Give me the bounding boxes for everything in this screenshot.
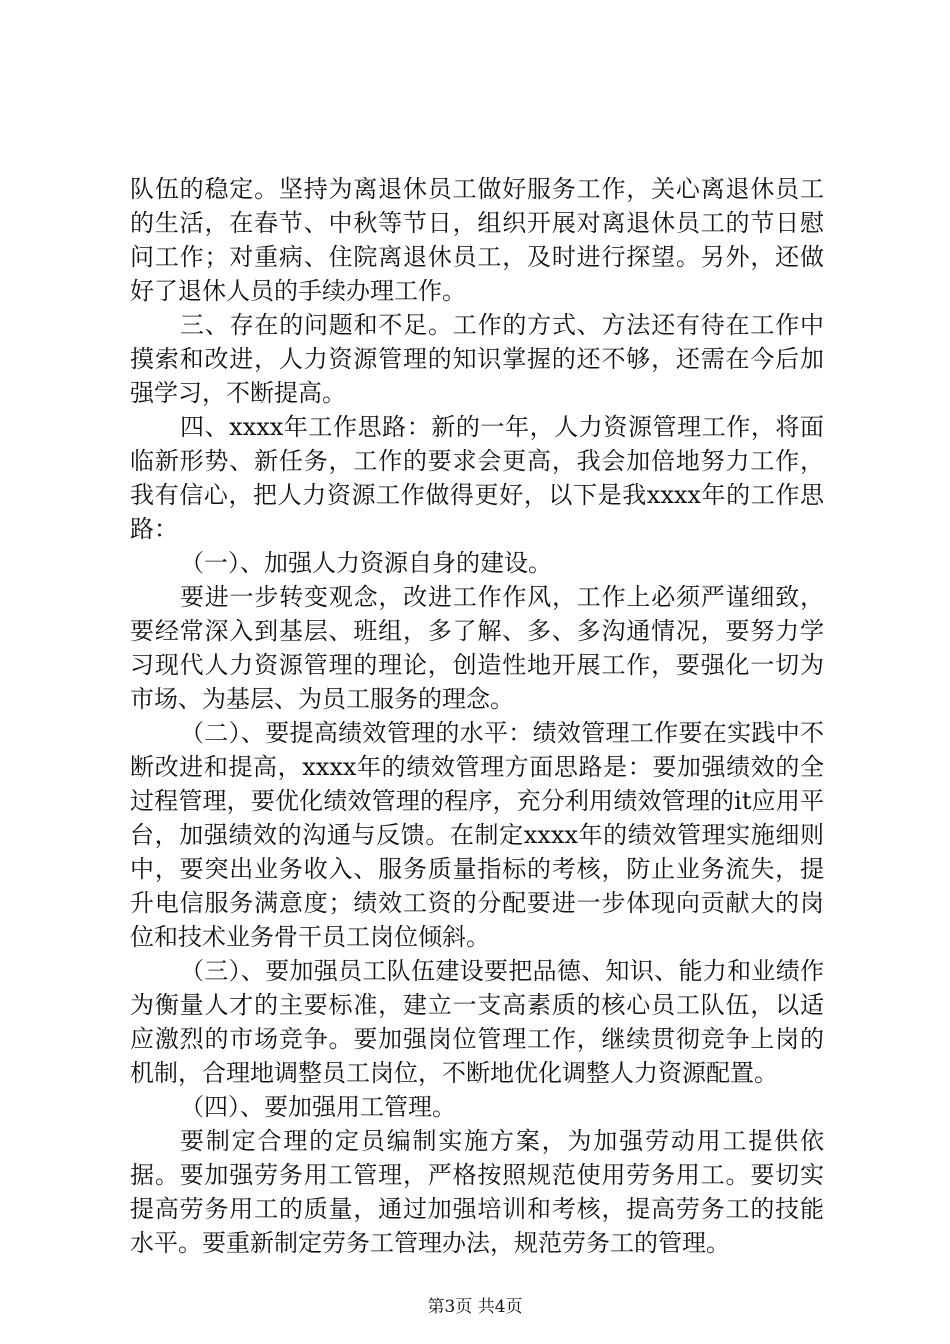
paragraph-section-3: （三）、要加强员工队伍建设要把品德、知识、能力和业绩作为衡量人才的主要标准，建立一支高素质的核心员工队伍，以适应激烈的市场竞争。要加强岗位管理工作，继续贯彻竞争上岗的机制，合理地调整员工岗位，不断地优化调整人力资源配置。	[130, 957, 824, 1087]
page-number-footer: 第3页 共4页	[427, 1297, 523, 1317]
paragraph-section-2: （二）、要提高绩效管理的水平：绩效管理工作要在实践中不断改进和提高，xxxx年的绩效管理方面思路是：要加强绩效的全过程管理，要优化绩效管理的程序，充分利用绩效管理的it应用平台，加强绩效的沟通与反馈。在制定xxxx年的绩效管理实施细则中，要突出业务收入、服务质量指标的考核，防止业务流失，提升电信服务满意度；绩效工资的分配要进一步体现向贡献大的岗位和技术业务骨干员工岗位倾斜。	[130, 719, 824, 951]
paragraph-continued: 队伍的稳定。坚持为离退休员工做好服务工作，关心离退休员工的生活，在春节、中秋等节日，组织开展对离退休员工的节日慰问工作；对重病、住院离退休员工，及时进行探望。另外，还做好了退休人员的手续办理工作。	[130, 175, 824, 305]
paragraph-problems: 三、存在的问题和不足。工作的方式、方法还有待在工作中摸索和改进，人力资源管理的知识掌握的还不够，还需在今后加强学习，不断提高。	[130, 311, 824, 407]
paragraph-work-plan: 四、xxxx年工作思路：新的一年，人力资源管理工作，将面临新形势、新任务，工作的要求会更高，我会加倍地努力工作，我有信心，把人力资源工作做得更好，以下是我xxxx年的工作思路：	[130, 413, 824, 543]
paragraph-section-4: 要制定合理的定员编制实施方案，为加强劳动用工提供依据。要加强劳务用工管理，严格按照规范使用劳务用工。要切实提高劳务用工的质量，通过加强培训和考核，提高劳务工的技能水平。要重新制定劳务工管理办法，规范劳务工的管理。	[130, 1127, 824, 1257]
section-heading-1: （一）、加强人力资源自身的建设。	[180, 549, 552, 577]
paragraph-section-1: 要进一步转变观念，改进工作作风，工作上必须严谨细致，要经常深入到基层、班组，多了解、多、多沟通情况，要努力学习现代人力资源管理的理论，创造性地开展工作，要强化一切为市场、为基层、为员工服务的理念。	[130, 583, 824, 713]
document-body	[130, 172, 824, 1260]
section-heading-4: （四）、要加强用工管理。	[180, 1093, 456, 1121]
